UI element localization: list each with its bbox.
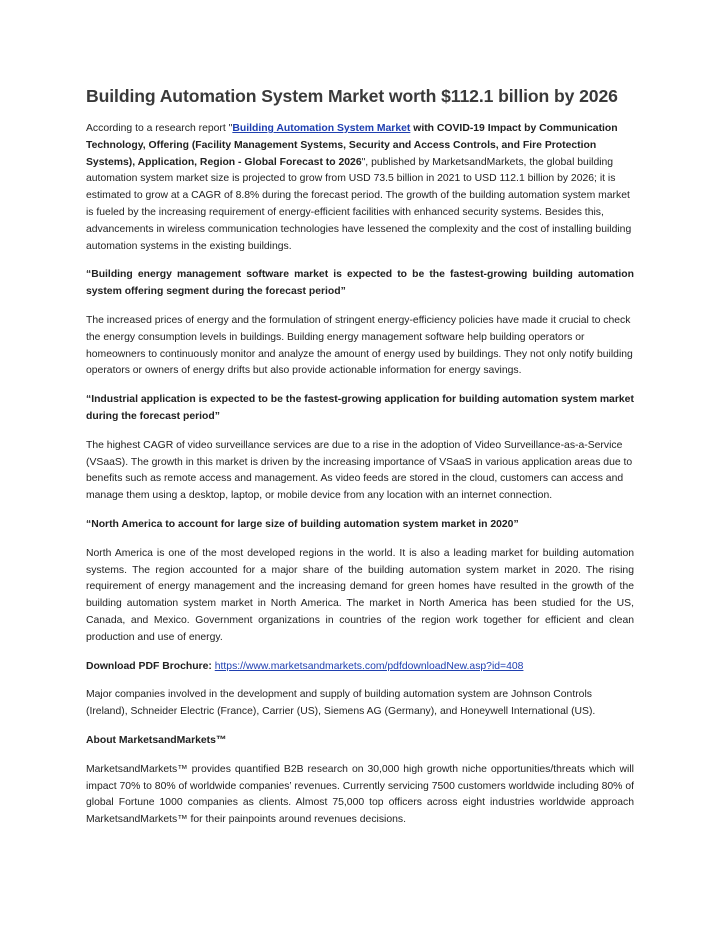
intro-lead: According to a research report ": [86, 123, 233, 134]
page-title: Building Automation System Market worth $112.1 billion by 2026: [86, 86, 618, 106]
download-link[interactable]: https://www.marketsandmarkets.com/pdfdownloadNew.asp?id=408: [214, 660, 524, 672]
paragraph-industrial: The highest CAGR of video surveillance services are due to a rise in the adoption of Video Surveillance-as-a-Service (VSaaS). The growth in this market is driven by the increasing importance of VSaaS in various application areas due to benefits such as remote access and management. As video feeds are stored in the cloud, customers can access and manage them using a desktop, laptop, or mobile device from any location with an internet connection.: [86, 439, 633, 502]
section-heading-about: About MarketsandMarkets™: [86, 734, 227, 746]
intro-rest: ", published by MarketsandMarkets, the global building automation system market size is projected to grow from USD 73.5 billion in 2021 to USD 112.1 billion by 2026; it is estimated to grow at a CAGR of 8.8% during the forecast period. The growth of the building automation system market is fueled by the increasing requirement of energy-efficient facilities with enhanced security systems. Besides this, advancements in wireless communication technologies have lessened the complexity and the cost of installing building automation systems in the existing buildings.: [86, 156, 632, 252]
download-line: [86, 659, 634, 676]
paragraph-about: MarketsandMarkets™ provides quantified B2B research on 30,000 high growth niche opportunities/threats which will impact 70% to 80% of worldwide companies’ revenues. Currently servicing 7500 customers worldwide including 80% of global Fortune 1000 companies as clients. Almost 75,000 top officers across eight industries worldwide approach MarketsandMarkets™ for their painpoints around revenues decisions.: [86, 763, 634, 826]
paragraph-software: The increased prices of energy and the formulation of stringent energy-efficiency policies have made it crucial to check the energy consumption levels in buildings. Building energy management software help building operators or homeowners to continuously monitor and analyze the amount of energy used by buildings. They not only notify building operators or owners of energy drifts but also provide actionable information for energy savings.: [86, 314, 633, 377]
section-heading-north-america: “North America to account for large size of building automation system market in 2020”: [86, 518, 519, 530]
intro-report-title: with COVID-19 Impact by Communication Technology, Offering (Facility Management Systems, Security and Access Controls, and Fire Protection Systems), Application, Region - Global Forecast to 2026: [86, 123, 618, 168]
section-heading-software: “Building energy management software market is expected to be the fastest-growing building automation system offering segment during the forecast period”: [86, 269, 634, 298]
intro-paragraph: [86, 121, 634, 255]
paragraph-north-america: North America is one of the most developed regions in the world. It is also a leading market for building automation systems. The region accounted for a major share of the building automation system market in 2020. The rising requirement of energy management and the increasing demand for green homes have resulted in the growth of the building automation system market in North America. The market in North America has been studied for the US, Canada, and Mexico. Government organizations in countries of the region work together for efficient and clean production and use of energy.: [86, 547, 634, 643]
report-link[interactable]: Building Automation System Market: [232, 123, 411, 134]
section-heading-industrial: “Industrial application is expected to be the fastest-growing application for building automation system market during the forecast period”: [86, 394, 634, 422]
download-label: Download PDF Brochure:: [86, 660, 215, 672]
paragraph-companies: Major companies involved in the development and supply of building automation system are Johnson Controls (Ireland), Schneider Electric (France), Carrier (US), Siemens AG (Germany), and Honeywell International (US).: [86, 689, 596, 718]
